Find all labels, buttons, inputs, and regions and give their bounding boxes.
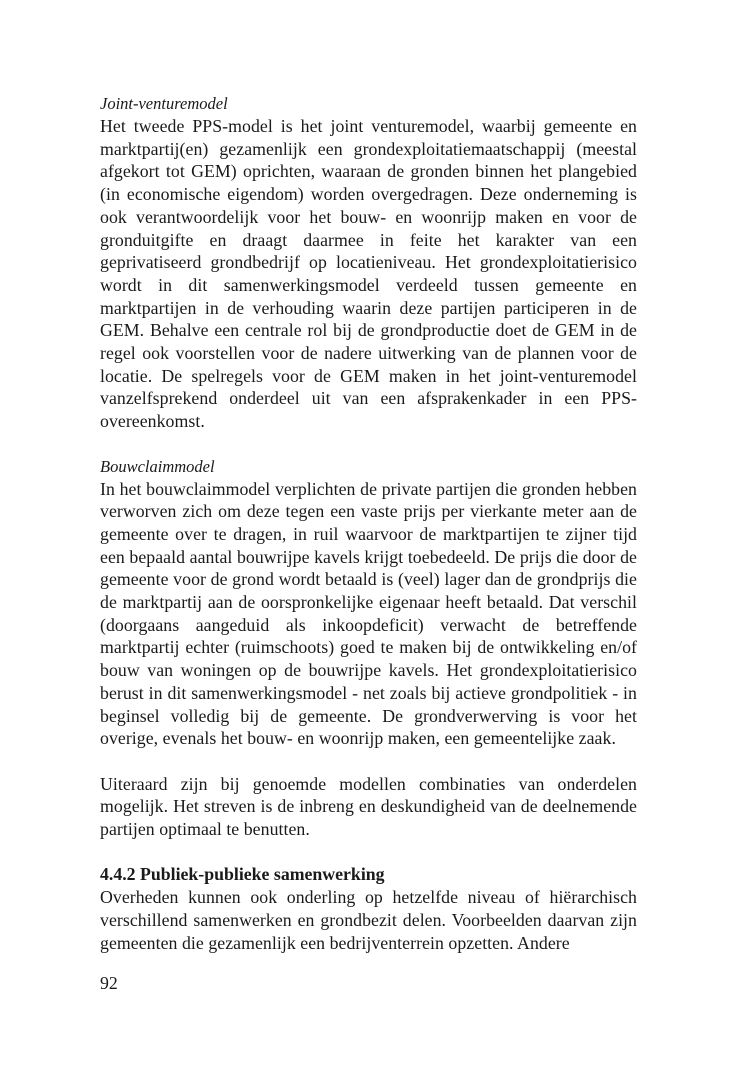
page-number: 92 — [100, 973, 118, 993]
subheading-joint-venture: Joint-venturemodel — [100, 94, 228, 113]
paragraph-joint-venture: Het tweede PPS-model is het joint venturemodel, waarbij gemeente en marktpartij(en) gezamenlijk een grondexploitatiemaatschappij (meestal afgekort tot GEM) oprichten, waaraan de gronden binnen het plangebied (in economische eigendom) worden overgedragen. Deze onderneming is ook verantwoordelijk voor het bouw- en woonrijp maken en voor de gronduitgifte en draagt daarmee in feite het karakter van een geprivatiseerd grondbedrijf op locatieniveau. Het grondexploitatierisico wordt in dit samenwerkingsmodel verdeeld tussen gemeente en marktpartijen in de verhouding waarin deze partijen participeren in de GEM. Behalve een centrale rol bij de grondproductie doet de GEM in de regel ook voorstellen voor de nadere uitwerking van de plannen voor de locatie. De spelregels voor de GEM maken in het joint-venturemodel vanzelfsprekend onderdeel uit van een afsprakenkader in een PPS-overeenkomst. — [100, 116, 637, 432]
spacer — [100, 433, 637, 456]
paragraph-publiek: Overheden kunnen ook onderling op hetzelfde niveau of hiërarchisch verschillend samenwerken en grondbezit delen. Voorbeelden daarvan zijn gemeenten die gezamenlijk een bedrijventerrein opzetten. Andere — [100, 887, 637, 953]
subheading-bouwclaim: Bouwclaimmodel — [100, 456, 215, 476]
paragraph-combinations: Uiteraard zijn bij genoemde modellen combinaties van onderdelen mogelijk. Het streven is de inbreng en deskundigheid van de deelnemende partijen optimaal te benutten. — [100, 773, 637, 840]
page-content — [100, 93, 637, 954]
paragraph-bouwclaim: In het bouwclaimmodel verplichten de private partijen die gronden hebben verworven zich om deze tegen een vaste prijs per vierkante meter aan de gemeente over te dragen, in ruil waarvoor de marktpartijen te zijner tijd een bepaald aantal bouwrijpe kavels krijgt toebedeeld. De prijs die door de gemeente voor de grond wordt betaald is (veel) lager dan de grondprijs die de marktpartij aan de oorspronkelijke eigenaar heeft betaald. Dat verschil (doorgaans aangeduid als inkoopdeficit) verwacht de betreffende marktpartij echter (ruimschoots) goed te maken bij de ontwikkeling en/of bouw van woningen op de bouwrijpe kavels. Het grondexploitatierisico berust in dit samenwerkingsmodel - net zoals bij actieve grondpolitiek - in beginsel volledig bij de gemeente. De grondverwerving is voor het overige, evenals het bouw- en woonrijp maken, een gemeentelijke zaak. — [100, 478, 637, 749]
spacer — [100, 841, 637, 864]
section-heading-publiek: 4.4.2 Publiek-publieke samenwerking — [100, 864, 385, 885]
spacer — [100, 750, 637, 773]
